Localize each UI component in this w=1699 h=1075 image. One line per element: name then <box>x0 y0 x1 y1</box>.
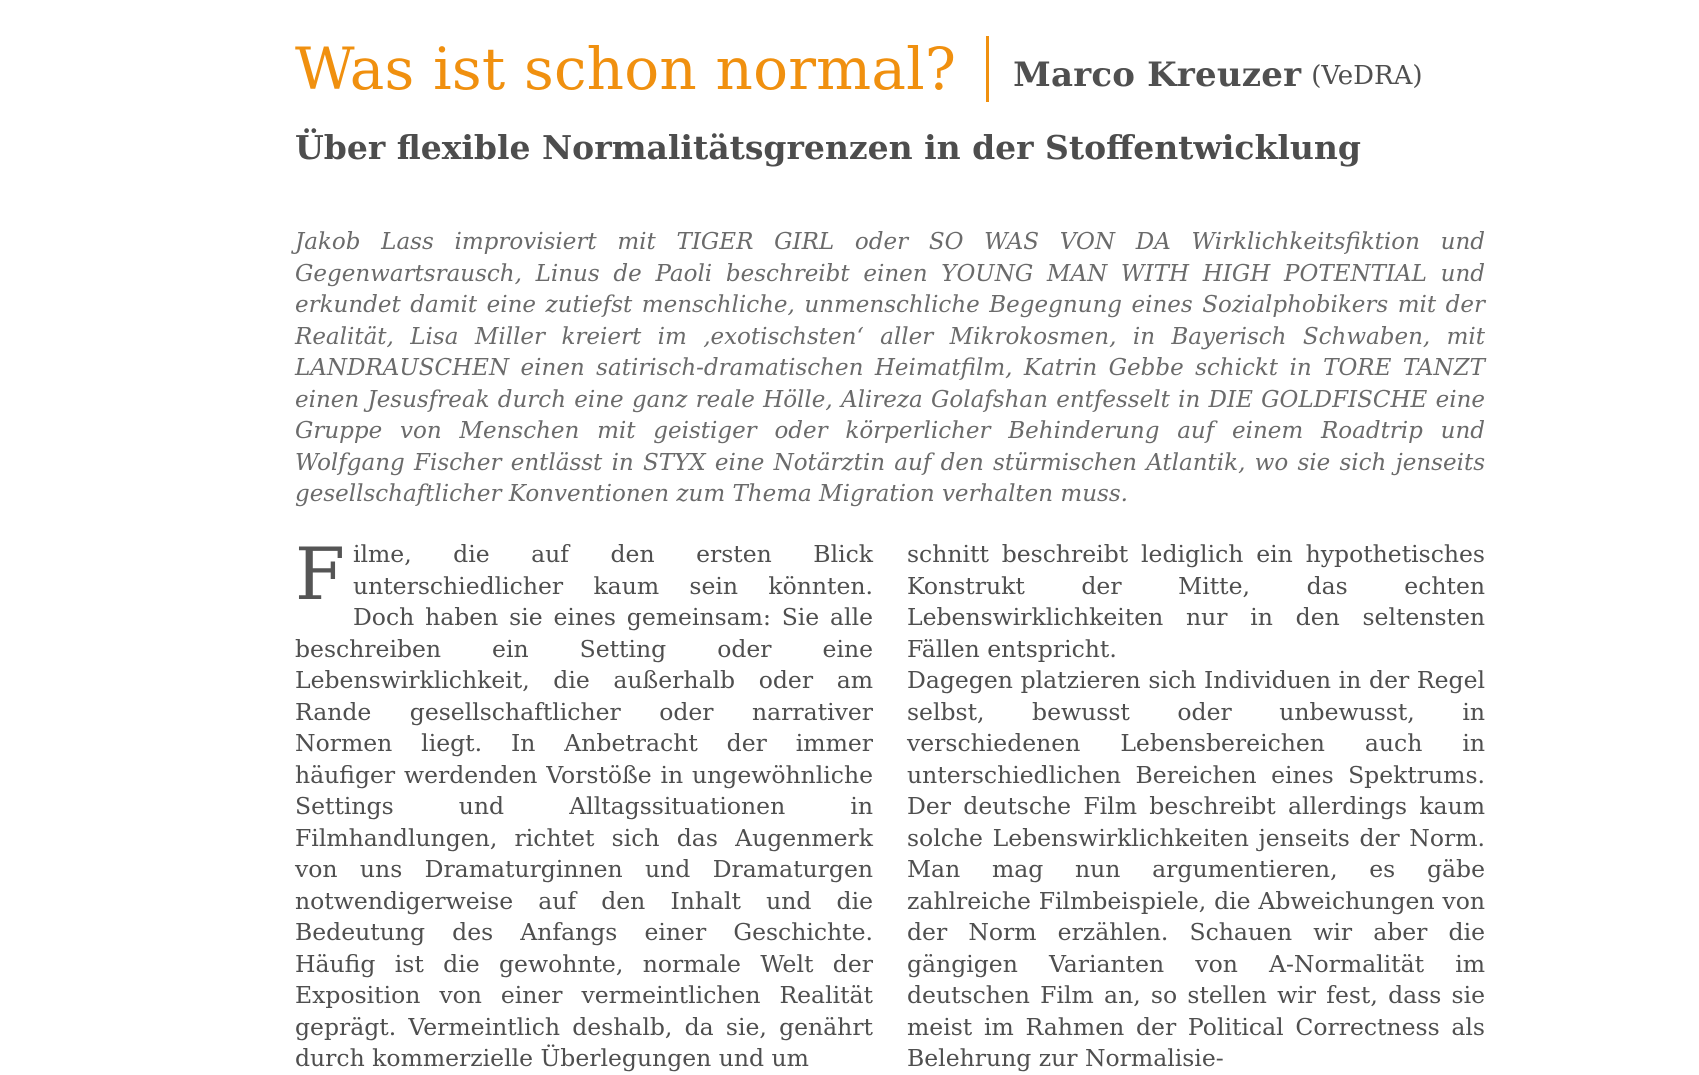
body-columns <box>295 532 1485 1072</box>
title-divider <box>986 36 989 102</box>
article-abstract: Jakob Lass improvisiert mit TIGER GIRL oder SO WAS VON DA Wirklichkeitsfiktion und Gegenwartsrausch, Linus de Paoli beschreibt einen YOUNG MAN WITH HIGH POTENTIAL und erkundet damit eine zutiefst menschliche, unmenschliche Begegnung eines Sozialphobikers mit der Realität, Lisa Miller kreiert im ‚exotischsten‘ aller Mikrokosmen, in Bayerisch Schwaben, mit LANDRAUSCHEN einen satirisch-dramatischen Heimatfilm, Katrin Gebbe schickt in TORE TANZT einen Jesusfreak durch eine ganz reale Hölle, Alireza Golafshan entfesselt in DIE GOLDFISCHE eine Gruppe von Menschen mit geistiger oder körperlicher Behinderung auf einem Roadtrip und Wolfgang Fischer entlässt in STYX eine Notärztin auf den stürmischen Atlantik, wo sie sich jenseits gesellschaftlicher Konventionen zum Thema Migration verhalten muss. <box>295 229 1485 507</box>
title-row <box>295 30 1485 108</box>
author-name: Marco Kreuzer <box>1013 55 1302 95</box>
article-subtitle: Über flexible Normalitätsgrenzen in der Stoffentwicklung <box>295 128 1361 167</box>
left-paragraph <box>295 532 873 1075</box>
right-paragraph-1: schnitt beschreibt lediglich ein hypothetisches Konstrukt der Mitte, das echten Lebenswirklichkeiten nur in den seltensten Fällen entspricht. <box>907 540 1485 663</box>
right-paragraph-2: Dagegen platzieren sich Individuen in der Regel selbst, bewusst oder unbewusst, in verschiedenen Lebensbereichen auch in unterschiedlichen Bereichen eines Spektrums. Der deutsche Film beschreibt allerdings kaum solche Lebenswirklichkeiten jenseits der Norm. Man mag nun argumentieren, es gäbe zahlreiche Filmbeispiele, die Abweichungen von der Norm erzählen. Schauen wir aber die gängigen Varianten von A-Normalität im deutschen Film an, so stellen wir fest, dass sie meist im Rahmen der Political Correctness als Belehrung zur Normalisie- <box>907 666 1485 1072</box>
article-header <box>295 30 1485 166</box>
author-affiliation: (VeDRA) <box>1311 61 1423 91</box>
drop-cap: F <box>295 532 345 616</box>
left-column <box>295 532 873 1072</box>
article-title: Was ist schon normal? <box>295 35 957 103</box>
left-paragraph-text: ilme, die auf den ersten Blick unterschiedlicher kaum sein könnten. Doch haben sie eines gemeinsam: Sie alle beschreiben ein Setting oder eine Lebenswirklichkeit, die außerhalb oder am Rande gesellschaftlicher oder narrativer Normen liegt. In Anbetracht der immer häufiger werdenden Vorstöße in ungewöhnliche Settings und Alltagssituationen in Filmhandlungen, richtet sich das Augenmerk von uns Dramaturginnen und Dramaturgen notwendigerweise auf den Inhalt und die Bedeutung des Anfangs einer Geschichte. Häufig ist die gewohnte, normale Welt der Exposition von einer vermeintlichen Realität geprägt. Vermeintlich deshalb, da sie, genährt durch kommerzielle Überlegungen und um <box>295 540 873 1072</box>
right-column <box>907 539 1485 1072</box>
